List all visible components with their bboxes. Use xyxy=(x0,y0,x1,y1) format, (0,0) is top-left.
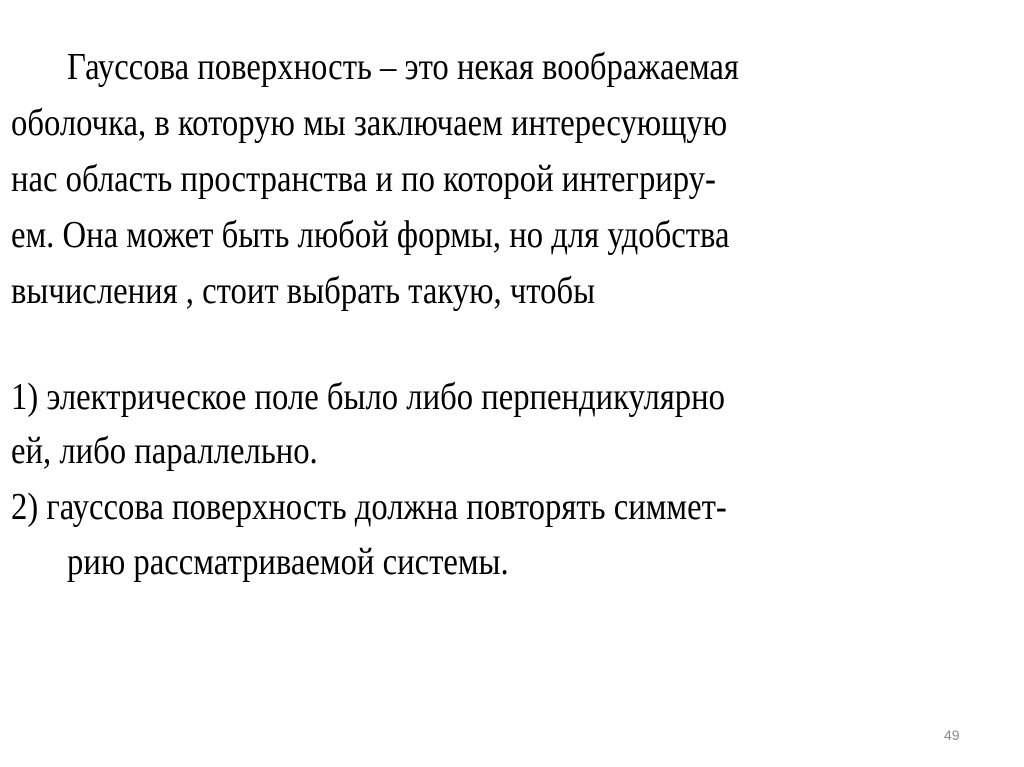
list-item-1-line-2: ей, либо параллельно. xyxy=(11,430,318,472)
paragraph-line-3: нас область пространства и по которой интегриру- xyxy=(11,158,716,200)
page-number: 49 xyxy=(944,727,960,743)
list-item-1-line-1: 1) электрическое поле было либо перпендикулярно xyxy=(11,376,725,418)
list-item-2-line-1: 2) гауссова поверхность должна повторять симмет- xyxy=(11,486,727,528)
paragraph-line-5: вычисления , стоит выбрать такую, чтобы xyxy=(11,270,596,312)
paragraph-line-1: Гауссова поверхность – это некая воображаемая xyxy=(67,46,739,88)
list-item-2-line-2: рию рассматриваемой системы. xyxy=(67,541,509,583)
paragraph-line-4: ем. Она может быть любой формы, но для удобства xyxy=(11,214,730,256)
paragraph-line-2: оболочка, в которую мы заключаем интересующую xyxy=(11,102,728,144)
